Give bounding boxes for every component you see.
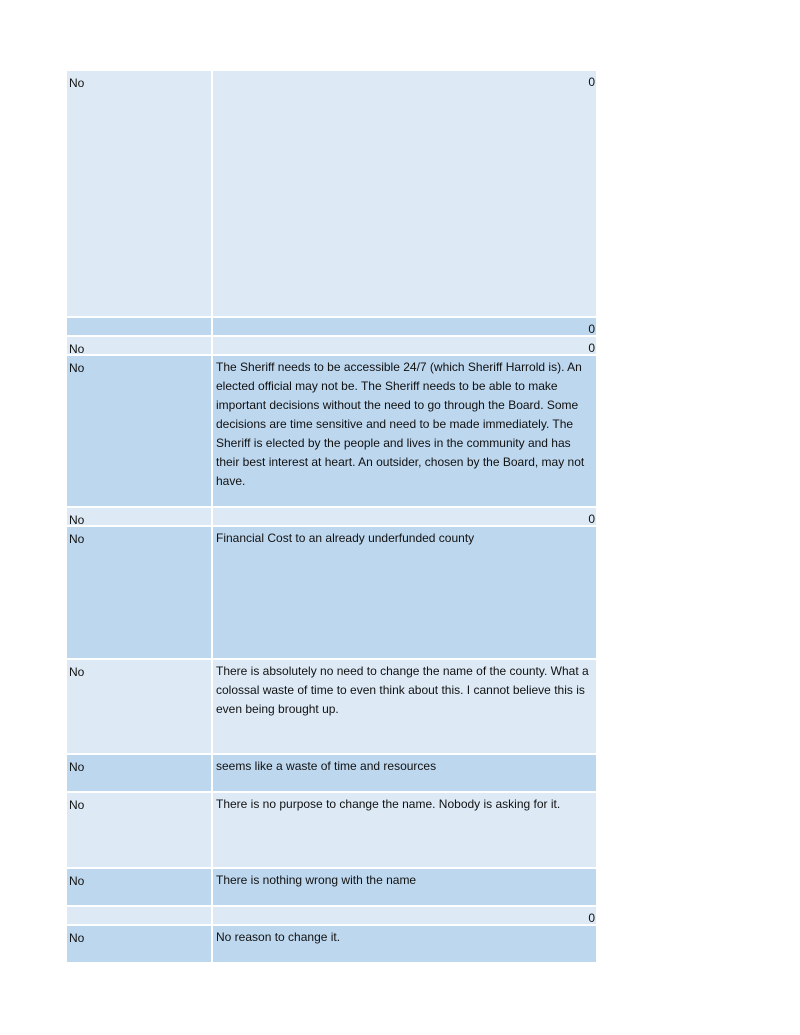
answer-cell[interactable] [67,318,213,335]
comment-cell[interactable]: 0 [588,75,595,89]
table-row [67,508,596,527]
comment-cell[interactable]: 0 [588,322,595,336]
table-row [67,337,596,356]
comment-cell[interactable]: No reason to change it. [216,930,341,944]
comment-cell[interactable]: seems like a waste of time and resources [216,759,437,773]
table-row [67,71,596,318]
comment-cell[interactable]: 0 [588,512,595,526]
table-row [67,926,596,964]
comment-cell[interactable]: There is absolutely no need to change the name of the county. What a colossal waste of time to even think about this. I cannot believe this is even being brought up. [216,664,589,716]
table-row [67,318,596,337]
answer-cell[interactable]: No [67,356,213,506]
comment-cell[interactable]: Financial Cost to an already underfunded county [216,531,475,545]
answer-cell[interactable]: No [67,660,213,753]
answer-cell[interactable]: No [67,926,213,962]
spreadsheet-table [67,71,596,964]
answer-cell[interactable]: No [67,793,213,867]
table-row [67,907,596,926]
answer-cell[interactable] [67,907,213,924]
comment-cell[interactable]: 0 [588,341,595,355]
table-row [67,660,596,755]
answer-cell[interactable]: No [67,71,213,316]
table-row [67,356,596,508]
answer-cell[interactable]: No [67,527,213,658]
answer-cell[interactable]: No [67,755,213,791]
answer-cell[interactable]: No [67,869,213,905]
comment-cell[interactable]: There is no purpose to change the name. Nobody is asking for it. [216,797,561,811]
table-row [67,527,596,660]
answer-cell[interactable]: No [67,337,213,354]
table-row [67,869,596,907]
answer-cell[interactable]: No [67,508,213,525]
comment-cell[interactable]: The Sheriff needs to be accessible 24/7 (which Sheriff Harrold is). An elected official may not be. The Sheriff needs to be able to make important decisions without the need to go through the Board. Some decisions are time sensitive and need to be made immediately. The Sheriff is elected by the people and lives in the community and has their best interest at heart. An outsider, chosen by the Board, may not have. [216,360,585,488]
table-row [67,755,596,793]
comment-cell[interactable]: 0 [588,911,595,925]
comment-cell[interactable]: There is nothing wrong with the name [216,873,417,887]
table-row [67,793,596,869]
